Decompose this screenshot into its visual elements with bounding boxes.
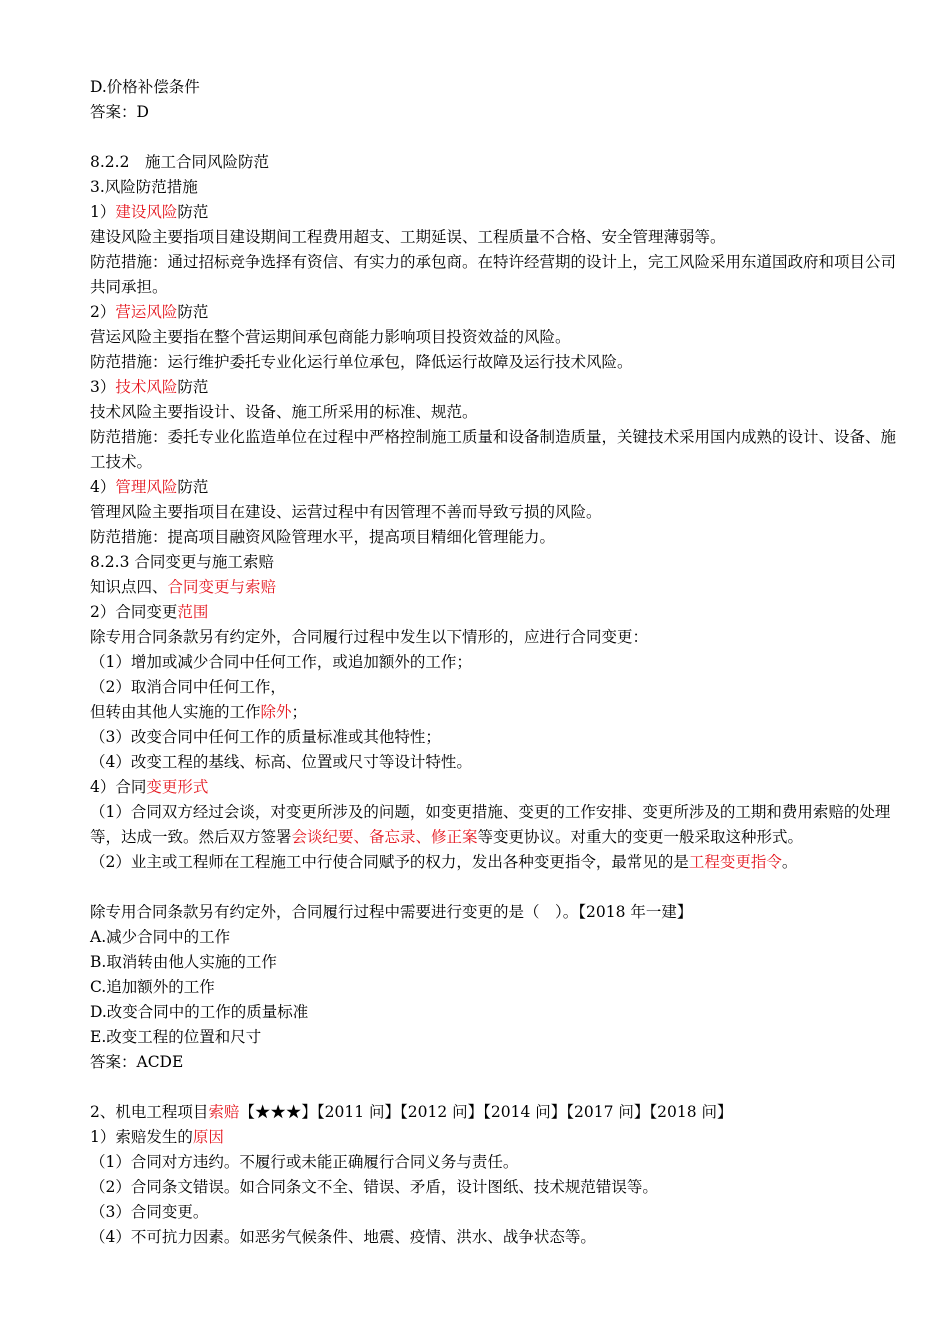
risk-3-heading — [90, 375, 900, 400]
risk-2-highlight: 营运风险 — [115, 303, 178, 321]
claim-cause-4: （4）不可抗力因素。如恶劣气候条件、地震、疫情、洪水、战争状态等。 — [90, 1228, 596, 1246]
option-d-line: D.价格补偿条件 — [90, 78, 200, 96]
risk-3-description: 技术风险主要指设计、设备、施工所采用的标准、规范。 — [90, 403, 478, 421]
form-1-highlight: 会谈纪要、备忘录、修正案 — [291, 828, 478, 846]
risk-2-measure: 防范措施：运行维护委托专业化运行单位承包，降低运行故障及运行技术风险。 — [90, 353, 633, 371]
change-scope-item-4: （4）改变工程的基线、标高、位置或尺寸等设计特性。 — [90, 753, 472, 771]
risk-1-prefix: 1） — [90, 203, 116, 221]
question-2-option-b: B.取消转由他人实施的工作 — [90, 953, 277, 971]
risk-1-suffix: 防范 — [177, 203, 209, 221]
risk-4-heading — [90, 475, 900, 500]
form-1-text-b: 等变更协议。对重大的变更一般采取这种形式。 — [477, 828, 804, 846]
risk-3-prefix: 3） — [90, 378, 116, 396]
change-scope-item-2-exception — [90, 700, 900, 725]
change-form-item-1 — [90, 800, 900, 850]
exception-highlight: 除外 — [260, 703, 292, 721]
blank-line — [90, 875, 900, 900]
document-body — [90, 75, 900, 1250]
claim-cause-1: （1）合同对方违约。不履行或未能正确履行合同义务与责任。 — [90, 1153, 519, 1171]
risk-2-prefix: 2） — [90, 303, 116, 321]
change-form-highlight: 变更形式 — [146, 778, 209, 796]
risk-1-heading — [90, 200, 900, 225]
risk-4-prefix: 4） — [90, 478, 116, 496]
risk-1-measure: 防范措施：通过招标竞争选择有资信、有实力的承包商。在特许经营期的设计上，完工风险采用东道国政府和项目公司共同承担。 — [90, 253, 897, 296]
change-scope-highlight: 范围 — [177, 603, 209, 621]
risk-4-suffix: 防范 — [177, 478, 209, 496]
change-scope-item-2: （2）取消合同中任何工作， — [90, 678, 286, 696]
exception-prefix: 但转由其他人实施的工作 — [90, 703, 261, 721]
change-form-prefix: 4）合同 — [90, 778, 147, 796]
change-scope-intro: 除专用合同条款另有约定外，合同履行过程中发生以下情形的，应进行合同变更： — [90, 628, 649, 646]
change-form-item-2 — [90, 850, 900, 875]
risk-measures-title: 3.风险防范措施 — [90, 178, 198, 196]
risk-3-highlight: 技术风险 — [115, 378, 178, 396]
question-2-option-e: E.改变工程的位置和尺寸 — [90, 1028, 262, 1046]
question-2-option-a: A.减少合同中的工作 — [90, 928, 231, 946]
kp4-highlight: 合同变更与索赔 — [167, 578, 277, 596]
claim-prefix: 2、机电工程项目 — [90, 1103, 209, 1121]
risk-3-measure: 防范措施：委托专业化监造单位在过程中严格控制施工质量和设备制造质量，关键技术采用国内成熟的设计、设备、施工技术。 — [90, 428, 897, 471]
risk-1-highlight: 建设风险 — [115, 203, 178, 221]
question-2-option-c: C.追加额外的工作 — [90, 978, 215, 996]
change-scope-prefix: 2）合同变更 — [90, 603, 178, 621]
knowledge-point-4 — [90, 575, 900, 600]
claim-cause-prefix: 1）索赔发生的 — [90, 1128, 193, 1146]
form-2-text-a: （2）业主或工程师在工程施工中行使合同赋予的权力，发出各种变更指令，最常见的是 — [90, 853, 689, 871]
change-scope-item-1: （1）增加或减少合同中任何工作，或追加额外的工作； — [90, 653, 472, 671]
change-form-heading — [90, 775, 900, 800]
claim-cause-highlight: 原因 — [192, 1128, 224, 1146]
claim-cause-2: （2）合同条文错误。如合同条文不全、错误、矛盾，设计图纸、技术规范错误等。 — [90, 1178, 658, 1196]
question-2-answer: 答案：ACDE — [90, 1053, 184, 1071]
question-2-stem: 除专用合同条款另有约定外，合同履行过程中需要进行变更的是（ ）。【2018 年一建】 — [90, 903, 693, 921]
risk-2-suffix: 防范 — [177, 303, 209, 321]
form-2-text-b: 。 — [781, 853, 798, 871]
risk-4-highlight: 管理风险 — [115, 478, 178, 496]
question-2-option-d: D.改变合同中的工作的质量标准 — [90, 1003, 309, 1021]
answer-line: 答案：D — [90, 103, 149, 121]
form-1-text-a: （1）合同双方经过会谈，对变更所涉及的问题，如变更措施、变更的工作安排、变更所涉及的工期和费用索赔的处理等，达成一致。然后双方签署 — [90, 803, 891, 846]
claim-cause-3: （3）合同变更。 — [90, 1203, 209, 1221]
risk-4-measure: 防范措施：提高项目融资风险管理水平，提高项目精细化管理能力。 — [90, 528, 556, 546]
blank-line — [90, 1075, 900, 1100]
change-scope-heading — [90, 600, 900, 625]
blank-line — [90, 125, 900, 150]
risk-2-heading — [90, 300, 900, 325]
form-2-highlight: 工程变更指令 — [688, 853, 782, 871]
risk-1-description: 建设风险主要指项目建设期间工程费用超支、工期延误、工程质量不合格、安全管理薄弱等。 — [90, 228, 726, 246]
risk-2-description: 营运风险主要指在整个营运期间承包商能力影响项目投资效益的风险。 — [90, 328, 571, 346]
risk-4-description: 管理风险主要指项目在建设、运营过程中有因管理不善而导致亏损的风险。 — [90, 503, 602, 521]
claim-cause-heading — [90, 1125, 900, 1150]
change-scope-item-3: （3）改变合同中任何工作的质量标准或其他特性； — [90, 728, 441, 746]
section-heading-822: 8.2.2 施工合同风险防范 — [90, 153, 269, 171]
claim-suffix: 【★★★】【2011 问】【2012 问】【2014 问】【2017 问】【2018 问】 — [239, 1103, 733, 1121]
risk-3-suffix: 防范 — [177, 378, 209, 396]
kp4-prefix: 知识点四、 — [90, 578, 168, 596]
claim-heading — [90, 1100, 900, 1125]
claim-highlight: 索赔 — [208, 1103, 240, 1121]
exception-suffix: ； — [291, 703, 308, 721]
section-heading-823: 8.2.3 合同变更与施工索赔 — [90, 553, 274, 571]
